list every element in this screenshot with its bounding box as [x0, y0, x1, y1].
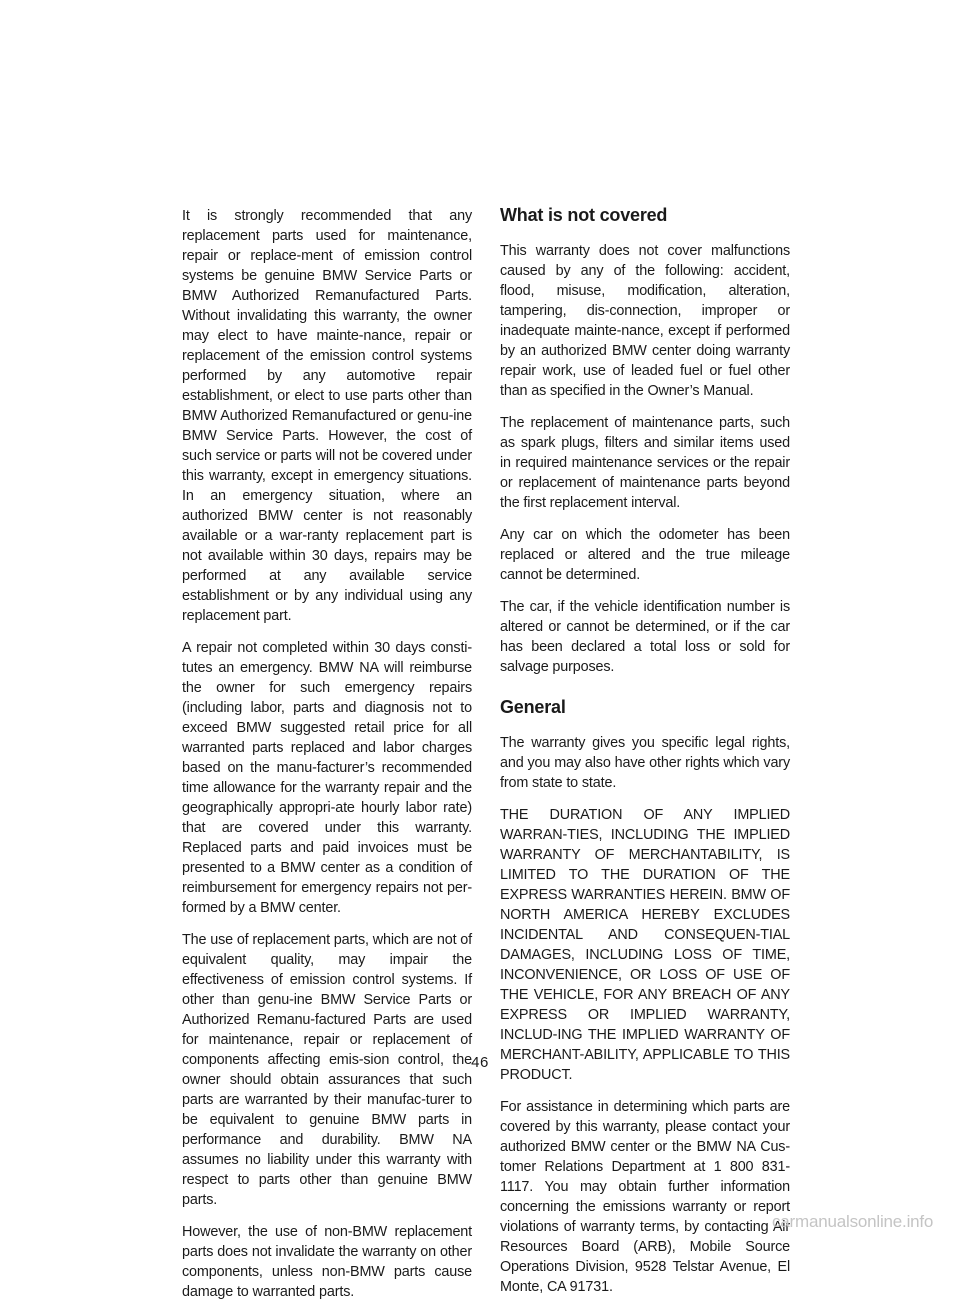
watermark-text: carmanualsonline.info	[772, 1212, 934, 1231]
paragraph-odometer: Any car on which the odometer has been replaced or altered and the true mileage cannot be determined.	[500, 527, 790, 583]
page-number: 46	[471, 1054, 489, 1071]
paragraph-vin: The car, if the vehicle identification number is altered or cannot be determined, or if the car has been declared a total loss or sold for salvage purposes.	[500, 599, 790, 675]
right-column	[500, 203, 790, 1309]
paragraph-replacement-quality: The use of replacement parts, which are not of equivalent quality, may impair the effectiveness of emission control systems. If other than genu-ine BMW Service Parts or Authorized Remanu-factured Parts are used for maintenance, repair or replacement of components affecting emis-sion control, the owner should obtain assurances that such parts are warranted by their manufac-turer to be equivalent to genuine BMW parts in performance and durability. BMW NA assumes no liability under this warranty with respect to parts other than genuine BMW parts.	[182, 932, 472, 1208]
left-column	[182, 206, 472, 1314]
paragraph-maintenance-parts: The replacement of maintenance parts, such as spark plugs, filters and similar items used in required maintenance services or the repair or replacement of maintenance parts beyond the first replacement interval.	[500, 415, 790, 511]
paragraph-genuine-parts: It is strongly recommended that any replacement parts used for maintenance, repair or replace-ment of emission control systems be genuine BMW Service Parts or BMW Authorized Remanufactured Parts. Without invalidating this warranty, the owner may elect to have mainte-nance, repair or replacement of the emission control systems performed by any automotive repair establishment, or elect to use parts other than BMW Authorized Remanufactured or genu-ine BMW Service Parts. However, the cost of such service or parts will not be covered under this warranty, except in emergency situations. In an emergency situation, where an authorized BMW center is not reasonably available or a war-ranty replacement part is not available within 30 days, repairs may be performed at any available service establishment or by any individual using any replacement part.	[182, 208, 472, 624]
paragraph-implied-warranties: THE DURATION OF ANY IMPLIED WARRAN-TIES, INCLUDING THE IMPLIED WARRANTY OF MERCHANTABILITY, IS LIMITED TO THE DURATION OF THE EXPRESS WARRANTIES HEREIN. BMW OF NORTH AMERICA HEREBY EXCLUDES INCIDENTAL AND CONSEQUEN-TIAL DAMAGES, INCLUDING LOSS OF TIME, INCONVENIENCE, OR LOSS OF USE OF THE VEHICLE, FOR ANY BREACH OF ANY EXPRESS OR IMPLIED WARRANTY, INCLUD-ING THE IMPLIED WARRANTY OF MERCHANT-ABILITY, APPLICABLE TO THIS PRODUCT.	[500, 807, 790, 1083]
paragraph-assistance: For assistance in determining which parts are covered by this warranty, please contact your authorized BMW center or the BMW NA Cus-tomer Relations Department at 1 800 831-1117. You may obtain further information concerning the emissions warranty or report violations of warranty terms, by contacting Air Resources Board (ARB), Mobile Source Operations Division, 9528 Telstar Avenue, El Monte, CA 91731.	[500, 1099, 790, 1295]
paragraph-non-bmw-parts: However, the use of non-BMW replacement parts does not invalidate the warranty on other components, unless non-BMW parts cause damage to warranted parts.	[182, 1224, 472, 1300]
heading-what-is-not-covered: What is not covered	[500, 205, 668, 225]
paragraph-emergency-repair: A repair not completed within 30 days consti-tutes an emergency. BMW NA will reimburse the owner for such emergency repairs (including labor, parts and diagnosis not to exceed BMW suggested retail price for all warranted parts replaced and labor charges based on the manu-facturer’s recommended time allowance for the warranty repair and the geographically appropri-ate hourly labor rate) that are covered under this warranty. Replaced parts and paid invoices must be presented to a BMW center as a condition of reimbursement for emergency repairs not per-formed by a BMW center.	[182, 640, 472, 916]
paragraph-legal-rights: The warranty gives you specific legal rights, and you may also have other rights which vary from state to state.	[500, 735, 790, 791]
paragraph-malfunctions: This warranty does not cover malfunctions caused by any of the following: accident, flood, misuse, modification, alteration, tampering, dis-connection, improper or inadequate mainte-nance, except if performed by an authorized BMW center doing warranty repair work, use of leaded fuel or fuel other than as specified in the Owner’s Manual.	[500, 243, 790, 399]
heading-general: General	[500, 697, 566, 717]
